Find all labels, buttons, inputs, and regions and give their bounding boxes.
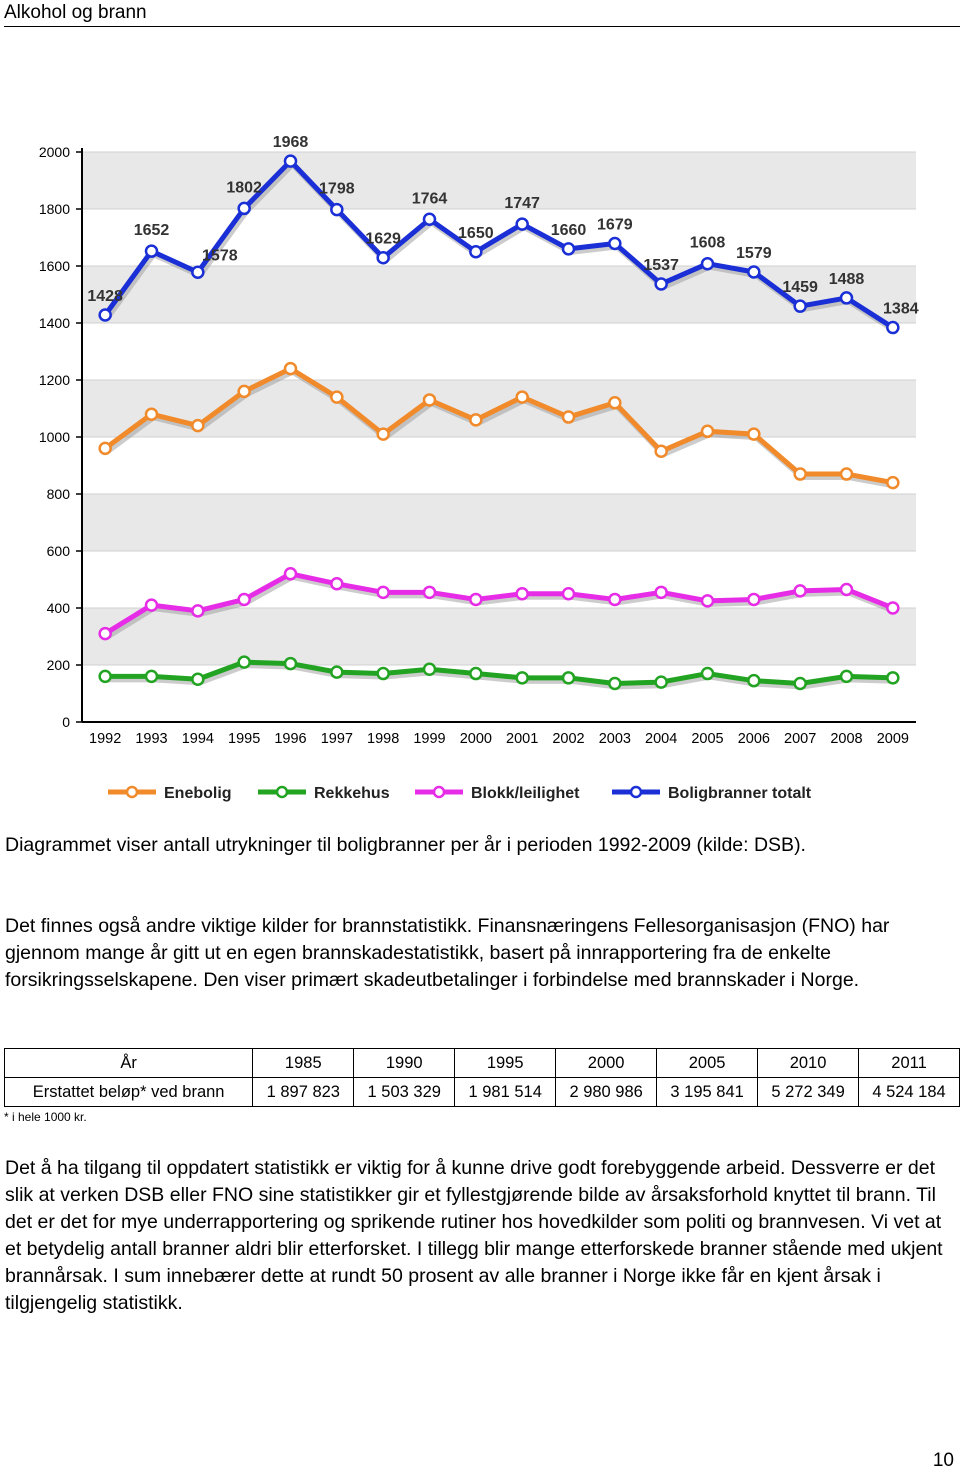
x-tick-label: 1992 [89, 731, 122, 747]
data-point [841, 671, 852, 682]
table-year-cell: 2000 [556, 1049, 657, 1078]
table-value-cell: 5 272 349 [758, 1078, 859, 1107]
data-point [795, 469, 806, 480]
data-point [192, 605, 203, 616]
data-point [285, 363, 296, 374]
table-row-label: Erstattet beløp* ved brann [5, 1078, 253, 1107]
table-value-cell: 1 981 514 [455, 1078, 556, 1107]
legend-label: Rekkehus [314, 785, 390, 802]
data-point [887, 322, 898, 333]
data-point [100, 443, 111, 454]
y-tick-label: 1200 [38, 372, 70, 388]
table-row [5, 1078, 960, 1107]
fno-paragraph: Det finnes også andre viktige kilder for brannstatistikk. Finansnæringens Fellesorganisasjon (FNO) har gjennom mange år gitt ut en egen brannskadestatistikk, basert på innrapportering fra de enkelte forsikringsselskapene. Den viser primært skadeutbetalinger i forbindelse med brannskader i Norge. [5, 915, 890, 991]
table-year-cell: 1985 [253, 1049, 354, 1078]
y-tick-label: 0 [62, 714, 70, 730]
data-point [748, 266, 759, 277]
x-tick-label: 1998 [367, 731, 400, 747]
data-point [331, 667, 342, 678]
page-header [4, 0, 960, 27]
legend-marker [127, 787, 137, 797]
data-point [748, 675, 759, 686]
grid-band [82, 494, 916, 551]
data-label: 1764 [411, 190, 448, 208]
data-point [331, 204, 342, 215]
data-point [285, 156, 296, 167]
table-value-cell: 4 524 184 [859, 1078, 960, 1107]
y-tick-label: 2000 [38, 144, 70, 160]
x-tick-label: 2000 [459, 731, 492, 747]
data-point [609, 238, 620, 249]
x-tick-label: 2006 [737, 731, 770, 747]
legend-marker [277, 787, 287, 797]
data-point [517, 672, 528, 683]
y-tick-label: 200 [46, 657, 70, 673]
data-point [424, 394, 435, 405]
data-point [470, 594, 481, 605]
table-header-label: År [5, 1049, 253, 1078]
data-label: 1679 [597, 216, 633, 234]
compensation-table [4, 1048, 960, 1107]
fire-statistics-line-chart [0, 120, 960, 820]
legend-marker [631, 787, 641, 797]
x-tick-label: 2009 [876, 731, 909, 747]
x-tick-label: 1993 [135, 731, 168, 747]
table-value-cell: 1 503 329 [354, 1078, 455, 1107]
data-point [470, 668, 481, 679]
x-tick-label: 1996 [274, 731, 307, 747]
data-point [146, 600, 157, 611]
data-point [378, 429, 389, 440]
legend-label: Boligbranner totalt [668, 785, 812, 802]
data-point [841, 292, 852, 303]
data-point [285, 658, 296, 669]
data-point [887, 477, 898, 488]
x-tick-label: 2001 [506, 731, 539, 747]
data-point [795, 585, 806, 596]
page-number: 10 [932, 1450, 954, 1471]
data-point [100, 628, 111, 639]
data-point [424, 664, 435, 675]
grid-band [82, 608, 916, 665]
x-tick-label: 1999 [413, 731, 446, 747]
data-point [192, 267, 203, 278]
data-point [470, 414, 481, 425]
data-point [517, 219, 528, 230]
data-point [192, 674, 203, 685]
table-value-cell: 3 195 841 [657, 1078, 758, 1107]
data-point [331, 578, 342, 589]
data-label: 1798 [319, 180, 355, 198]
y-tick-label: 1000 [38, 429, 70, 445]
data-point [702, 258, 713, 269]
header-title: Alkohol og brann [4, 2, 147, 23]
data-label: 1488 [828, 270, 865, 288]
data-point [563, 243, 574, 254]
x-tick-label: 1997 [320, 731, 353, 747]
chart-caption: Diagrammet viser antall utrykninger til boligbranner per år i perioden 1992-2009 (kilde: DSB). [5, 834, 806, 856]
data-point [795, 301, 806, 312]
data-point [609, 594, 620, 605]
data-point [146, 246, 157, 257]
x-tick-label: 2008 [830, 731, 863, 747]
table-year-cell: 1990 [354, 1049, 455, 1078]
y-tick-label: 800 [46, 486, 70, 502]
data-point [656, 278, 667, 289]
y-tick-label: 600 [46, 543, 70, 559]
table-footnote: * i hele 1000 kr. [4, 1110, 87, 1124]
y-tick-label: 1400 [38, 315, 70, 331]
data-point [285, 568, 296, 579]
data-point [656, 677, 667, 688]
data-point [146, 409, 157, 420]
data-point [841, 469, 852, 480]
data-point [795, 678, 806, 689]
data-point [517, 392, 528, 403]
data-point [378, 668, 389, 679]
y-tick-label: 1600 [38, 258, 70, 274]
x-tick-label: 1995 [228, 731, 261, 747]
data-point [609, 678, 620, 689]
legend-marker [434, 787, 444, 797]
data-label: 1652 [133, 222, 170, 240]
data-point [378, 252, 389, 263]
data-point [470, 246, 481, 257]
x-tick-label: 1994 [181, 731, 214, 747]
x-tick-label: 2004 [645, 731, 678, 747]
data-point [331, 392, 342, 403]
data-label: 1459 [782, 279, 818, 297]
legend-label: Blokk/leilighet [471, 785, 580, 802]
data-label: 1579 [736, 244, 772, 262]
data-label: 1968 [272, 134, 309, 152]
data-label: 1384 [883, 300, 919, 318]
table-value-cell: 2 980 986 [556, 1078, 657, 1107]
table-year-cell: 1995 [455, 1049, 556, 1078]
data-point [239, 386, 250, 397]
data-label: 1802 [226, 179, 262, 197]
closing-paragraph: Det å ha tilgang til oppdatert statistikk er viktig for å kunne drive godt forebyggende arbeid. Dessverre er det slik at verken DSB eller FNO sine statistikker gir et fyllestgjørende bilde av årsaksforhold knyttet til brann. Til det er det for mye underrapportering og sprikende rutiner hos hovedkilder som politi og brannvesen. Vi vet at et betydelig antall branner aldri blir etterforsket. I tillegg blir mange etterforskede branner stående med ukjent brannårsak. I sum innebærer dette at rundt 50 prosent av alle branner i Norge ikke får en kjent årsak i tilgjengelig statistikk. [5, 1157, 943, 1314]
data-point [887, 672, 898, 683]
data-point [239, 594, 250, 605]
data-point [748, 594, 759, 605]
data-point [378, 587, 389, 598]
grid-band [82, 152, 916, 209]
data-point [887, 603, 898, 614]
data-point [748, 429, 759, 440]
table-year-cell: 2011 [859, 1049, 960, 1078]
x-tick-label: 2005 [691, 731, 724, 747]
data-point [517, 588, 528, 599]
data-label: 1608 [689, 234, 726, 252]
x-tick-label: 2003 [598, 731, 631, 747]
data-point [702, 595, 713, 606]
data-point [609, 397, 620, 408]
table-header-row [5, 1049, 960, 1078]
data-label: 1537 [643, 256, 679, 274]
data-point [563, 588, 574, 599]
y-tick-label: 1800 [38, 201, 70, 217]
data-point [563, 412, 574, 423]
data-point [424, 587, 435, 598]
data-point [239, 657, 250, 668]
data-point [563, 672, 574, 683]
data-point [841, 584, 852, 595]
data-point [656, 587, 667, 598]
data-point [100, 671, 111, 682]
table-year-cell: 2005 [657, 1049, 758, 1078]
data-point [146, 671, 157, 682]
data-point [424, 214, 435, 225]
data-point [192, 420, 203, 431]
table-year-cell: 2010 [758, 1049, 859, 1078]
data-point [702, 668, 713, 679]
data-point [100, 310, 111, 321]
data-point [239, 203, 250, 214]
data-label: 1578 [202, 247, 238, 265]
table-value-cell: 1 897 823 [253, 1078, 354, 1107]
y-tick-label: 400 [46, 600, 70, 616]
data-label: 1660 [550, 221, 587, 239]
data-point [702, 426, 713, 437]
x-tick-label: 2002 [552, 731, 585, 747]
data-label: 1629 [365, 230, 401, 248]
legend-label: Enebolig [164, 785, 232, 802]
data-label: 1428 [87, 288, 123, 306]
x-tick-label: 2007 [784, 731, 817, 747]
data-point [656, 446, 667, 457]
data-label: 1747 [504, 195, 540, 213]
data-label: 1650 [458, 224, 494, 242]
